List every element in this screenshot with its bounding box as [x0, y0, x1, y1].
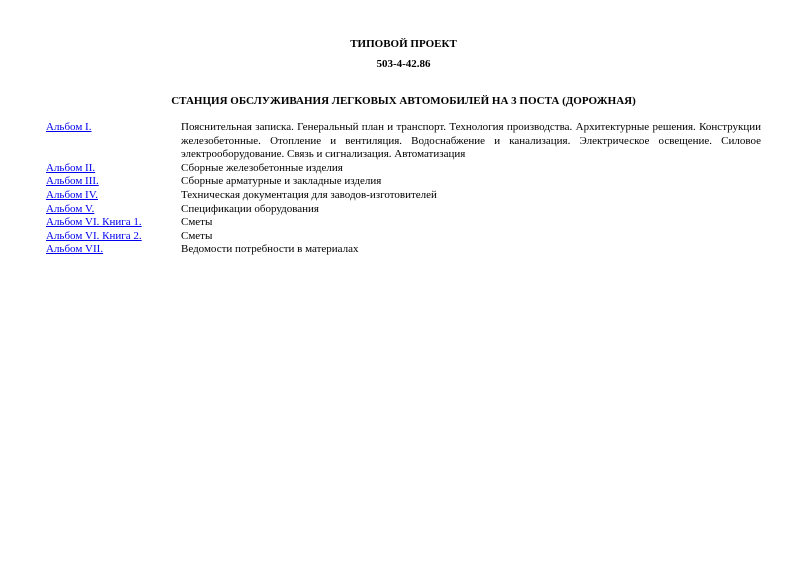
- album-row-2: [46, 162, 761, 176]
- album-link-2[interactable]: Альбом II.: [46, 161, 96, 174]
- album-link-1[interactable]: Альбом I.: [46, 121, 92, 133]
- album-link-7[interactable]: Альбом VI. Книга 2.: [46, 229, 142, 242]
- album-link-8[interactable]: Альбом VII.: [46, 243, 104, 256]
- album-description-1: Пояснительная записка. Генеральный план и транспорт. Технология производства. Архитектурные решения. Конструкции железобетонные. Отопление и вентиляция. Водоснабжение и канализация. Электрическое освещение. Силовое электрооборудование. Связь и сигнализация. Автоматизация: [181, 121, 761, 161]
- album-description-4: Техническая документация для заводов-изготовителей: [181, 188, 437, 201]
- album-description-5: Спецификации оборудования: [181, 202, 319, 215]
- album-link-5[interactable]: Альбом V.: [46, 202, 95, 215]
- album-link-4[interactable]: Альбом IV.: [46, 188, 98, 201]
- album-row-8: [46, 243, 761, 257]
- document-title: ТИПОВОЙ ПРОЕКТ: [350, 38, 457, 50]
- album-link-3[interactable]: Альбом III.: [46, 175, 99, 188]
- album-row-6: [46, 216, 761, 230]
- album-description-3: Сборные арматурные и закладные изделия: [181, 175, 382, 188]
- album-row-4: [46, 189, 761, 203]
- project-code: 503-4-42.86: [376, 58, 431, 70]
- album-row-3: [46, 175, 761, 189]
- project-subtitle: СТАНЦИЯ ОБСЛУЖИВАНИЯ ЛЕГКОВЫХ АВТОМОБИЛЕЙ НА 3 ПОСТА (ДОРОЖНАЯ): [171, 95, 636, 107]
- album-description-2: Сборные железобетонные изделия: [181, 161, 343, 174]
- album-row-1: [46, 121, 761, 162]
- album-row-7: [46, 230, 761, 244]
- album-description-7: Сметы: [181, 229, 213, 242]
- album-list: [46, 121, 761, 257]
- album-row-5: [46, 203, 761, 217]
- album-description-6: Сметы: [181, 216, 213, 229]
- album-link-6[interactable]: Альбом VI. Книга 1.: [46, 216, 142, 229]
- album-description-8: Ведомости потребности в материалах: [181, 243, 359, 256]
